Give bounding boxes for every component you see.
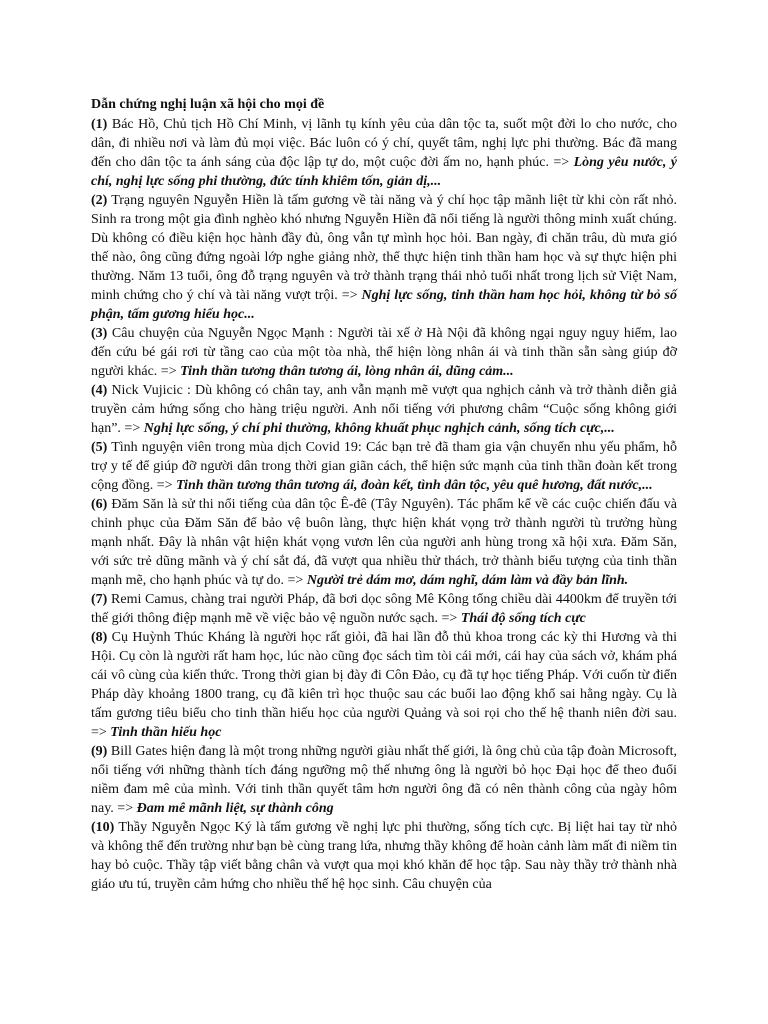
paragraph-conclusion: Lòng yêu nước, ý chí, nghị lực sống phi thường, đức tính khiêm tốn, giản dị,... xyxy=(91,155,677,189)
paragraph-8 xyxy=(91,628,677,742)
paragraph-number: (10) xyxy=(91,820,115,835)
paragraph-text: Bill Gates hiện đang là một trong những người giàu nhất thế giới, là ông chủ của tập đoàn Microsoft, nổi tiếng với những thành tích đáng ngưỡng mộ thế nhưng ông là người bỏ học Đại học để theo đuổi niềm đam mê của mình. Với tinh thần quyết tâm hơn người ông đã có nên thành công của ngày hôm nay. => xyxy=(91,744,678,816)
paragraph-1 xyxy=(91,115,677,191)
paragraph-4 xyxy=(91,381,677,438)
paragraph-7 xyxy=(91,590,677,628)
paragraph-text: Cụ Huỳnh Thúc Kháng là người học rất giỏi, đã hai lần đỗ thủ khoa trong các kỳ thi Hương và thi Hội. Cụ còn là người rất ham học, lúc nào cũng đọc sách tìm tòi cái mới, cái hay của sách vở, khám phá cái vô cùng của kiến thức. Trong thời gian bị đày đi Côn Đảo, cụ đã tự học tiếng Pháp. Với cuốn từ điển Pháp dày khoảng 1800 trang, cụ đã kiên trì học thuộc sau các buổi lao động khổ sai hằng ngày. Cụ là tấm gương tiêu biểu cho tinh thần hiếu học của người Quảng và soi rọi cho thế hệ thanh niên đời sau. => xyxy=(91,630,677,740)
paragraph-text: Nick Vujicic : Dù không có chân tay, anh vẫn mạnh mẽ vượt qua nghịch cảnh và trở thành diễn giả truyền cảm hứng sống cho hàng triệu người. Anh nổi tiếng với phương châm “Cuộc sống không giới hạn”. => xyxy=(91,383,677,436)
paragraph-conclusion: Tinh thần tương thân tương ái, đoàn kết, tình dân tộc, yêu quê hương, đất nước,... xyxy=(176,478,653,493)
paragraph-5 xyxy=(91,438,677,495)
paragraph-number: (6) xyxy=(91,497,108,512)
paragraph-number: (5) xyxy=(91,440,108,455)
paragraph-9 xyxy=(91,742,677,818)
paragraph-6 xyxy=(91,495,677,590)
paragraph-number: (2) xyxy=(91,193,108,208)
paragraph-3 xyxy=(91,324,677,381)
paragraph-number: (1) xyxy=(91,117,108,132)
paragraph-number: (4) xyxy=(91,383,108,398)
paragraph-number: (3) xyxy=(91,326,108,341)
paragraph-conclusion: Đam mê mãnh liệt, sự thành công xyxy=(136,801,334,816)
paragraph-number: (8) xyxy=(91,630,108,645)
paragraph-text: Câu chuyện của Nguyễn Ngọc Mạnh : Người tài xế ở Hà Nội đã không ngại nguy nguy hiểm, lao đến cứu bé gái rơi từ tầng cao của một tòa nhà, thể hiện lòng nhân ái và tinh thần sẵn sàng giúp đỡ người khác. => xyxy=(91,326,677,379)
paragraph-conclusion: Người trẻ dám mơ, dám nghĩ, dám làm và đầy bản lĩnh. xyxy=(306,573,629,588)
paragraph-number: (9) xyxy=(91,744,108,759)
paragraph-10 xyxy=(91,818,677,894)
paragraph-text: Đăm Săn là sử thi nổi tiếng của dân tộc Ê-đê (Tây Nguyên). Tác phẩm kể về các cuộc chiến đấu và chinh phục của Đăm Săn để bảo vệ buôn làng, thực hiện khát vọng trở thành người tù trưởng hùng mạnh nhất. Đây là nhân vật hiện khát vọng vươn lên của người anh hùng trong xã hội xưa. Đăm Săn, với sức trẻ dũng mãnh và ý chí sắt đá, đã vượt qua nhiều thử thách, trở thành biểu tượng của tinh thần mạnh mẽ, cho hạnh phúc và tự do. => xyxy=(91,497,677,588)
paragraph-conclusion: Nghị lực sống, ý chí phi thường, không khuất phục nghịch cảnh, sống tích cực,... xyxy=(143,421,615,436)
paragraph-2 xyxy=(91,191,677,324)
paragraph-text: Tình nguyện viên trong mùa dịch Covid 19: Các bạn trẻ đã tham gia vận chuyển nhu yếu phẩm, hỗ trợ y tế để giúp đỡ người dân trong thời gian giãn cách, thể hiện sức mạnh của tinh thần đoàn kết trong cộng đồng. => xyxy=(91,440,677,493)
paragraph-text: Thầy Nguyễn Ngọc Ký là tấm gương về nghị lực phi thường, sống tích cực. Bị liệt hai tay từ nhỏ và không thể đến trường như bạn bè cùng trang lứa, nhưng thầy không để hoàn cảnh làm mất đi niềm tin hay bỏ cuộc. Thầy tập viết bằng chân và vượt qua mọi khó khăn để học tập. Sau này thầy trở thành nhà giáo ưu tú, truyền cảm hứng cho nhiều thế hệ học sinh. Câu chuyện của xyxy=(91,820,677,892)
paragraph-text: Remi Camus, chàng trai người Pháp, đã bơi dọc sông Mê Kông tổng chiều dài 4400km để truyền tới thế giới thông điệp mạnh mẽ về việc bảo vệ nguồn nước sạch. => xyxy=(91,592,677,626)
paragraph-number: (7) xyxy=(91,592,108,607)
document-title: Dẫn chứng nghị luận xã hội cho mọi đề xyxy=(91,97,325,112)
paragraph-conclusion: Tinh thần hiếu học xyxy=(110,725,222,740)
paragraph-conclusion: Tinh thần tương thân tương ái, lòng nhân ái, dũng cảm... xyxy=(180,364,514,379)
paragraph-conclusion: Nghị lực sống, tinh thần ham học hỏi, không từ bỏ số phận, tấm gương hiếu học... xyxy=(91,288,677,322)
paragraph-text: Bác Hồ, Chủ tịch Hồ Chí Minh, vị lãnh tụ kính yêu của dân tộc ta, suốt một đời lo cho nước, cho dân, đi nhiều nơi và làm đủ mọi việc. Bác luôn có ý chí, quyết tâm, nghị lực phi thường. Bác đã mang đến cho dân tộc ta ánh sáng của độc lập tự do, một cuộc đời ấm no, hạnh phúc. => xyxy=(91,117,678,170)
paragraph-conclusion: Thái độ sống tích cực xyxy=(460,611,586,626)
paragraph-text: Trạng nguyên Nguyễn Hiền là tấm gương về tài năng và ý chí học tập mãnh liệt từ khi còn rất nhỏ. Sinh ra trong một gia đình nghèo khó nhưng Nguyễn Hiền đã nổi tiếng là người thông minh xuất chúng. Dù không có điều kiện học hành đầy đủ, ông vẫn tự mình học hỏi. Ban ngày, đi chăn trâu, dù mưa gió thế nào, ông cũng đứng ngoài lớp nghe giảng nhờ, thể thực hiện tinh thần ham học và sự thực hiện phi thường. Năm 13 tuổi, ông đỗ trạng nguyên và trở thành trạng thái nhỏ tuổi nhất trong lịch sử Việt Nam, minh chứng cho ý chí và tài năng vượt trội. => xyxy=(91,193,677,303)
